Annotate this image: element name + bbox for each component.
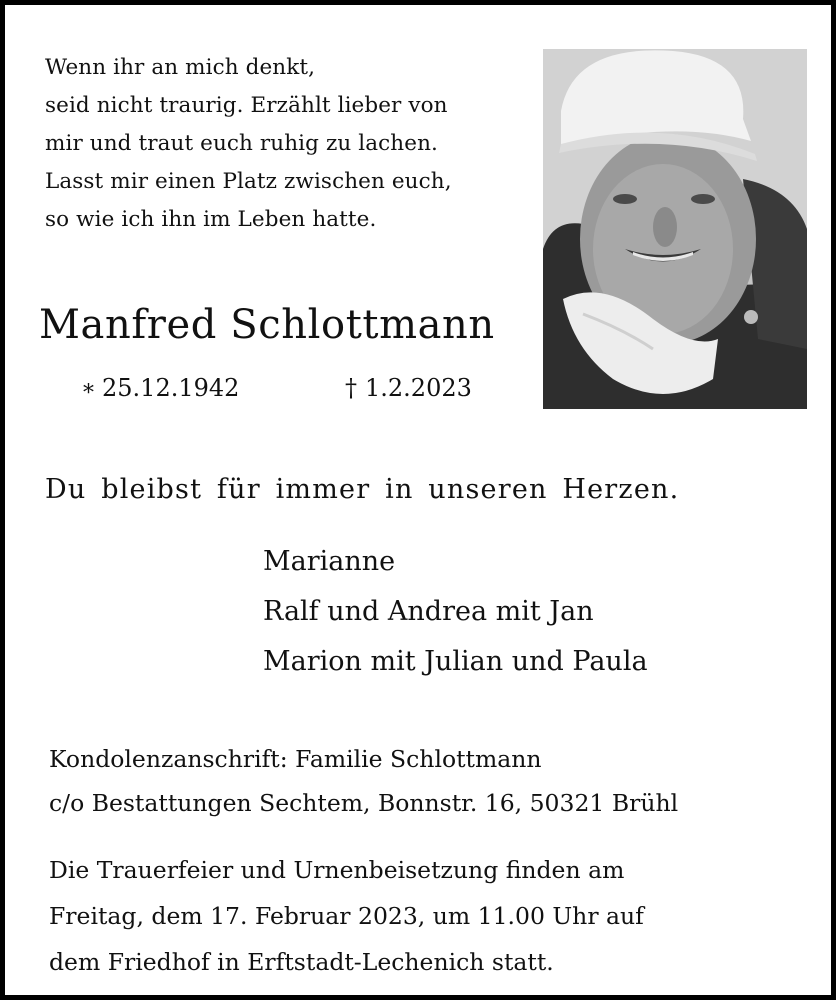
portrait-photo-icon — [543, 49, 807, 409]
condolence-address — [49, 737, 678, 825]
birth-star-icon: * — [83, 381, 94, 406]
poem — [45, 49, 452, 239]
poem-line: seid nicht traurig. Erzählt lieber von — [45, 93, 448, 118]
family-member: Ralf und Andrea mit Jan — [263, 596, 594, 627]
portrait-photo — [543, 49, 807, 409]
death-date: 1.2.2023 — [365, 374, 472, 402]
motto: Du bleibst für immer in unseren Herzen. — [45, 474, 680, 505]
death-cross-icon: † — [345, 374, 357, 402]
birth-date: 25.12.1942 — [102, 374, 240, 402]
family-member: Marion mit Julian und Paula — [263, 646, 648, 677]
deceased-name: Manfred Schlottmann — [39, 302, 495, 348]
address-line: Kondolenzanschrift: Familie Schlottmann — [49, 745, 542, 773]
poem-line: so wie ich ihn im Leben hatte. — [45, 207, 377, 232]
service-line: dem Friedhof in Erftstadt-Lechenich statt. — [49, 948, 554, 976]
poem-line: Wenn ihr an mich denkt, — [45, 55, 316, 80]
poem-line: Lasst mir einen Platz zwischen euch, — [45, 169, 452, 194]
poem-line: mir und traut euch ruhig zu lachen. — [45, 131, 438, 156]
address-line: c/o Bestattungen Sechtem, Bonnstr. 16, 50321 Brühl — [49, 789, 679, 817]
family-member: Marianne — [263, 546, 396, 577]
service-line: Freitag, dem 17. Februar 2023, um 11.00 Uhr auf — [49, 902, 644, 930]
family-list — [263, 537, 648, 687]
birth-date-line — [83, 371, 239, 407]
service-line: Die Trauerfeier und Urnenbeisetzung finden am — [49, 856, 625, 884]
death-date-line — [345, 371, 472, 405]
funeral-service-info — [49, 847, 644, 985]
